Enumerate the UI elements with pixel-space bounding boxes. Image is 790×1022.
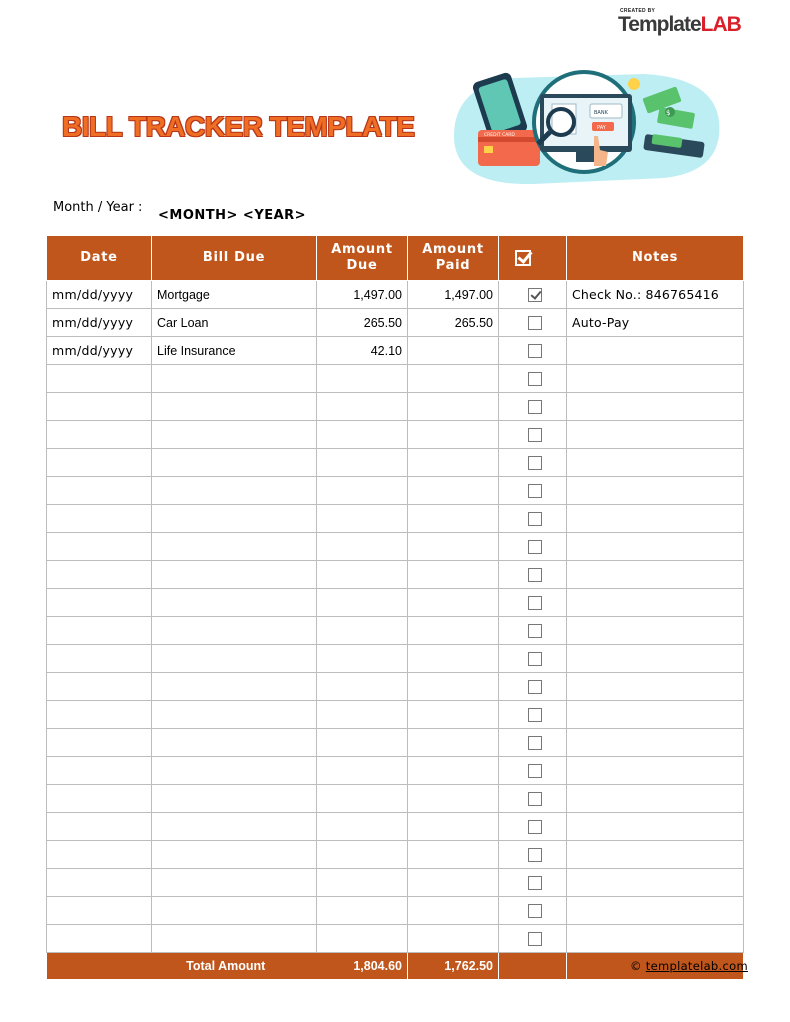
paid-checkbox[interactable] — [528, 372, 542, 386]
header-amount-paid: Amount Paid — [408, 236, 499, 281]
copyright-symbol: © — [630, 959, 642, 973]
date-cell[interactable] — [47, 617, 152, 645]
date-cell[interactable] — [47, 729, 152, 757]
amount-paid-cell[interactable] — [408, 897, 499, 925]
paid-check-cell — [499, 729, 567, 757]
monitor-icon — [540, 94, 632, 162]
total-check-cell — [499, 953, 567, 980]
amount-paid-cell[interactable] — [408, 505, 499, 533]
date-cell[interactable] — [47, 393, 152, 421]
amount-due-cell[interactable]: 1,497.00 — [317, 281, 408, 309]
date-cell[interactable] — [47, 533, 152, 561]
page-title: BILL TRACKER TEMPLATE — [62, 111, 415, 142]
notes-cell[interactable] — [567, 869, 744, 897]
amount-due-cell[interactable] — [317, 729, 408, 757]
credit-card-icon — [478, 130, 540, 166]
paid-check-cell — [499, 785, 567, 813]
bill-due-cell[interactable] — [152, 505, 317, 533]
bill-due-cell[interactable] — [152, 449, 317, 477]
amount-paid-cell[interactable] — [408, 729, 499, 757]
notes-cell[interactable] — [567, 449, 744, 477]
amount-due-cell[interactable] — [317, 841, 408, 869]
header-bill-due: Bill Due — [152, 236, 317, 281]
paid-checkbox[interactable] — [528, 680, 542, 694]
notes-cell[interactable] — [567, 365, 744, 393]
amount-due-cell[interactable] — [317, 897, 408, 925]
table-row — [47, 617, 744, 645]
paid-check-cell — [499, 645, 567, 673]
paid-check-cell — [499, 309, 567, 337]
amount-due-cell[interactable] — [317, 533, 408, 561]
paid-check-cell — [499, 365, 567, 393]
amount-paid-cell[interactable] — [408, 393, 499, 421]
paid-checkbox[interactable] — [528, 428, 542, 442]
header-notes: Notes — [567, 236, 744, 281]
amount-paid-cell[interactable]: 265.50 — [408, 309, 499, 337]
notes-cell[interactable] — [567, 645, 744, 673]
total-amount-cell — [47, 953, 408, 980]
logo-brand-part2: LAB — [700, 13, 741, 36]
logo-brand — [618, 13, 741, 37]
table-row — [47, 869, 744, 897]
paid-check-cell — [499, 925, 567, 953]
paid-checkbox[interactable] — [528, 400, 542, 414]
amount-paid-cell[interactable] — [408, 561, 499, 589]
paid-checkbox[interactable] — [528, 512, 542, 526]
amount-due-cell[interactable] — [317, 393, 408, 421]
paid-check-cell — [499, 533, 567, 561]
notes-cell[interactable]: Auto-Pay — [567, 309, 744, 337]
notes-cell[interactable] — [567, 757, 744, 785]
table-row — [47, 729, 744, 757]
bill-due-cell[interactable] — [152, 645, 317, 673]
month-year-value[interactable]: <MONTH> <YEAR> — [158, 208, 307, 223]
amount-due-cell[interactable] — [317, 421, 408, 449]
table-row — [47, 785, 744, 813]
notes-cell[interactable] — [567, 617, 744, 645]
svg-text:PAY: PAY — [597, 125, 606, 131]
amount-due-cell[interactable] — [317, 477, 408, 505]
total-amount-due: 1,804.60 — [353, 959, 402, 973]
bill-due-cell[interactable]: Life Insurance — [152, 337, 317, 365]
paid-checkbox[interactable] — [528, 540, 542, 554]
bill-due-cell[interactable] — [152, 617, 317, 645]
notes-cell[interactable] — [567, 897, 744, 925]
amount-paid-cell[interactable] — [408, 449, 499, 477]
notes-cell[interactable] — [567, 393, 744, 421]
amount-due-cell[interactable] — [317, 757, 408, 785]
date-cell[interactable]: mm/dd/yyyy — [47, 309, 152, 337]
bill-due-cell[interactable] — [152, 365, 317, 393]
amount-due-cell[interactable] — [317, 589, 408, 617]
table-row — [47, 421, 744, 449]
bill-due-cell[interactable] — [152, 589, 317, 617]
amount-paid-cell[interactable]: 1,497.00 — [408, 281, 499, 309]
table-row — [47, 281, 744, 309]
amount-paid-cell[interactable] — [408, 841, 499, 869]
amount-paid-cell[interactable] — [408, 337, 499, 365]
table-header-row — [47, 236, 744, 281]
notes-cell[interactable]: Check No.: 846765416 — [567, 281, 744, 309]
date-cell[interactable] — [47, 449, 152, 477]
date-cell[interactable] — [47, 869, 152, 897]
logo-brand-part1: Template — [618, 13, 701, 36]
date-cell[interactable] — [47, 477, 152, 505]
bill-payment-illustration — [444, 66, 724, 191]
date-cell[interactable] — [47, 897, 152, 925]
table-row — [47, 701, 744, 729]
table-row — [47, 477, 744, 505]
paid-checkbox[interactable] — [528, 848, 542, 862]
date-cell[interactable] — [47, 365, 152, 393]
date-cell[interactable] — [47, 505, 152, 533]
paid-check-cell — [499, 421, 567, 449]
paid-check-cell — [499, 617, 567, 645]
table-row — [47, 309, 744, 337]
table-row — [47, 673, 744, 701]
paid-checkbox[interactable] — [528, 736, 542, 750]
table-body — [47, 281, 744, 953]
paid-checkbox[interactable] — [528, 596, 542, 610]
paid-check-cell — [499, 477, 567, 505]
date-cell[interactable] — [47, 701, 152, 729]
bill-due-cell[interactable] — [152, 701, 317, 729]
paid-checkbox[interactable] — [528, 764, 542, 778]
amount-due-cell[interactable] — [317, 617, 408, 645]
bill-due-cell[interactable] — [152, 673, 317, 701]
paid-checkbox[interactable] — [528, 624, 542, 638]
date-cell[interactable] — [47, 925, 152, 953]
notes-cell[interactable] — [567, 561, 744, 589]
amount-paid-cell[interactable] — [408, 477, 499, 505]
bill-due-cell[interactable] — [152, 393, 317, 421]
notes-cell[interactable] — [567, 701, 744, 729]
table-row — [47, 505, 744, 533]
table-row — [47, 589, 744, 617]
date-cell[interactable] — [47, 645, 152, 673]
notes-cell[interactable] — [567, 421, 744, 449]
bill-due-cell[interactable]: Car Loan — [152, 309, 317, 337]
table-row — [47, 337, 744, 365]
amount-paid-cell[interactable] — [408, 645, 499, 673]
paid-check-cell — [499, 813, 567, 841]
amount-due-cell[interactable] — [317, 561, 408, 589]
templatelab-link[interactable]: templatelab.com — [645, 959, 748, 973]
paid-check-cell — [499, 393, 567, 421]
amount-paid-cell[interactable] — [408, 813, 499, 841]
table-row — [47, 393, 744, 421]
total-amount-paid-cell — [408, 953, 499, 980]
amount-due-cell[interactable] — [317, 701, 408, 729]
total-label: Total Amount — [186, 959, 266, 973]
table-row — [47, 925, 744, 953]
bill-due-cell[interactable] — [152, 757, 317, 785]
amount-due-cell[interactable] — [317, 785, 408, 813]
notes-cell[interactable] — [567, 925, 744, 953]
amount-due-cell[interactable] — [317, 673, 408, 701]
paid-checkbox[interactable] — [528, 820, 542, 834]
table-row — [47, 561, 744, 589]
amount-due-cell[interactable] — [317, 925, 408, 953]
table-row — [47, 757, 744, 785]
bill-due-cell[interactable] — [152, 841, 317, 869]
paid-checkbox[interactable] — [528, 792, 542, 806]
date-cell[interactable] — [47, 841, 152, 869]
amount-due-cell[interactable]: 42.10 — [317, 337, 408, 365]
bill-due-cell[interactable] — [152, 729, 317, 757]
amount-due-cell[interactable] — [317, 505, 408, 533]
paid-check-cell — [499, 897, 567, 925]
paid-check-cell — [499, 449, 567, 477]
copyright-notice — [630, 959, 748, 973]
bill-tracker-table — [46, 235, 744, 980]
paid-check-cell — [499, 589, 567, 617]
svg-text:BANK: BANK — [594, 110, 608, 116]
notes-cell[interactable] — [567, 589, 744, 617]
date-cell[interactable] — [47, 561, 152, 589]
table-row — [47, 645, 744, 673]
amount-paid-cell[interactable] — [408, 617, 499, 645]
paid-checkbox[interactable] — [528, 904, 542, 918]
amount-paid-cell[interactable] — [408, 785, 499, 813]
paid-checkbox[interactable] — [528, 316, 542, 330]
notes-cell[interactable] — [567, 673, 744, 701]
paid-check-cell — [499, 701, 567, 729]
svg-text:CREDIT CARD: CREDIT CARD — [484, 133, 515, 138]
notes-cell[interactable] — [567, 505, 744, 533]
paid-check-cell — [499, 561, 567, 589]
bill-due-cell[interactable] — [152, 421, 317, 449]
bill-due-cell[interactable] — [152, 477, 317, 505]
month-year-label: Month / Year : — [53, 200, 143, 215]
paid-checkbox[interactable] — [528, 288, 542, 302]
table-row — [47, 365, 744, 393]
amount-due-cell[interactable]: 265.50 — [317, 309, 408, 337]
bill-due-cell[interactable] — [152, 785, 317, 813]
paid-checkbox[interactable] — [528, 484, 542, 498]
amount-paid-cell[interactable] — [408, 589, 499, 617]
paid-check-cell — [499, 869, 567, 897]
table-row — [47, 813, 744, 841]
notes-cell[interactable] — [567, 841, 744, 869]
bill-due-cell[interactable] — [152, 813, 317, 841]
paid-checkbox[interactable] — [528, 876, 542, 890]
amount-due-cell[interactable] — [317, 365, 408, 393]
paid-checkbox[interactable] — [528, 456, 542, 470]
bill-due-cell[interactable] — [152, 533, 317, 561]
paid-check-cell — [499, 673, 567, 701]
notes-cell[interactable] — [567, 533, 744, 561]
paid-check-cell — [499, 841, 567, 869]
amount-paid-cell[interactable] — [408, 757, 499, 785]
notes-cell[interactable] — [567, 729, 744, 757]
amount-paid-cell[interactable] — [408, 533, 499, 561]
paid-check-cell — [499, 337, 567, 365]
header-amount-due: Amount Due — [317, 236, 408, 281]
date-cell[interactable]: mm/dd/yyyy — [47, 281, 152, 309]
date-cell[interactable] — [47, 813, 152, 841]
notes-cell[interactable] — [567, 813, 744, 841]
bill-due-cell[interactable] — [152, 897, 317, 925]
bill-due-cell[interactable] — [152, 869, 317, 897]
amount-paid-cell[interactable] — [408, 869, 499, 897]
bill-due-cell[interactable]: Mortgage — [152, 281, 317, 309]
date-cell[interactable] — [47, 757, 152, 785]
date-cell[interactable] — [47, 421, 152, 449]
amount-due-cell[interactable] — [317, 813, 408, 841]
paid-checkbox[interactable] — [528, 652, 542, 666]
amount-paid-cell[interactable] — [408, 421, 499, 449]
amount-paid-cell[interactable] — [408, 365, 499, 393]
paid-check-cell — [499, 281, 567, 309]
bill-due-cell[interactable] — [152, 561, 317, 589]
notes-cell[interactable] — [567, 477, 744, 505]
amount-paid-cell[interactable] — [408, 925, 499, 953]
date-cell[interactable] — [47, 785, 152, 813]
logo-created-by: CREATED BY — [620, 8, 656, 14]
templatelab-logo — [618, 8, 758, 38]
table-row — [47, 841, 744, 869]
notes-cell[interactable] — [567, 337, 744, 365]
notes-cell[interactable] — [567, 785, 744, 813]
bill-due-cell[interactable] — [152, 925, 317, 953]
paid-checkbox[interactable] — [528, 344, 542, 358]
date-cell[interactable] — [47, 673, 152, 701]
checkbox-header-icon — [515, 250, 531, 266]
paid-check-cell — [499, 505, 567, 533]
svg-text:$: $ — [666, 109, 671, 117]
total-amount-paid: 1,762.50 — [444, 959, 493, 973]
table-row — [47, 449, 744, 477]
paid-check-cell — [499, 757, 567, 785]
amount-due-cell[interactable] — [317, 869, 408, 897]
date-cell[interactable] — [47, 589, 152, 617]
header-date: Date — [47, 236, 152, 281]
header-paid-check — [499, 236, 567, 281]
table-row — [47, 533, 744, 561]
amount-due-cell[interactable] — [317, 645, 408, 673]
table-row — [47, 897, 744, 925]
paid-checkbox[interactable] — [528, 932, 542, 946]
amount-paid-cell[interactable] — [408, 701, 499, 729]
amount-paid-cell[interactable] — [408, 673, 499, 701]
date-cell[interactable]: mm/dd/yyyy — [47, 337, 152, 365]
paid-checkbox[interactable] — [528, 708, 542, 722]
amount-due-cell[interactable] — [317, 449, 408, 477]
paid-checkbox[interactable] — [528, 568, 542, 582]
